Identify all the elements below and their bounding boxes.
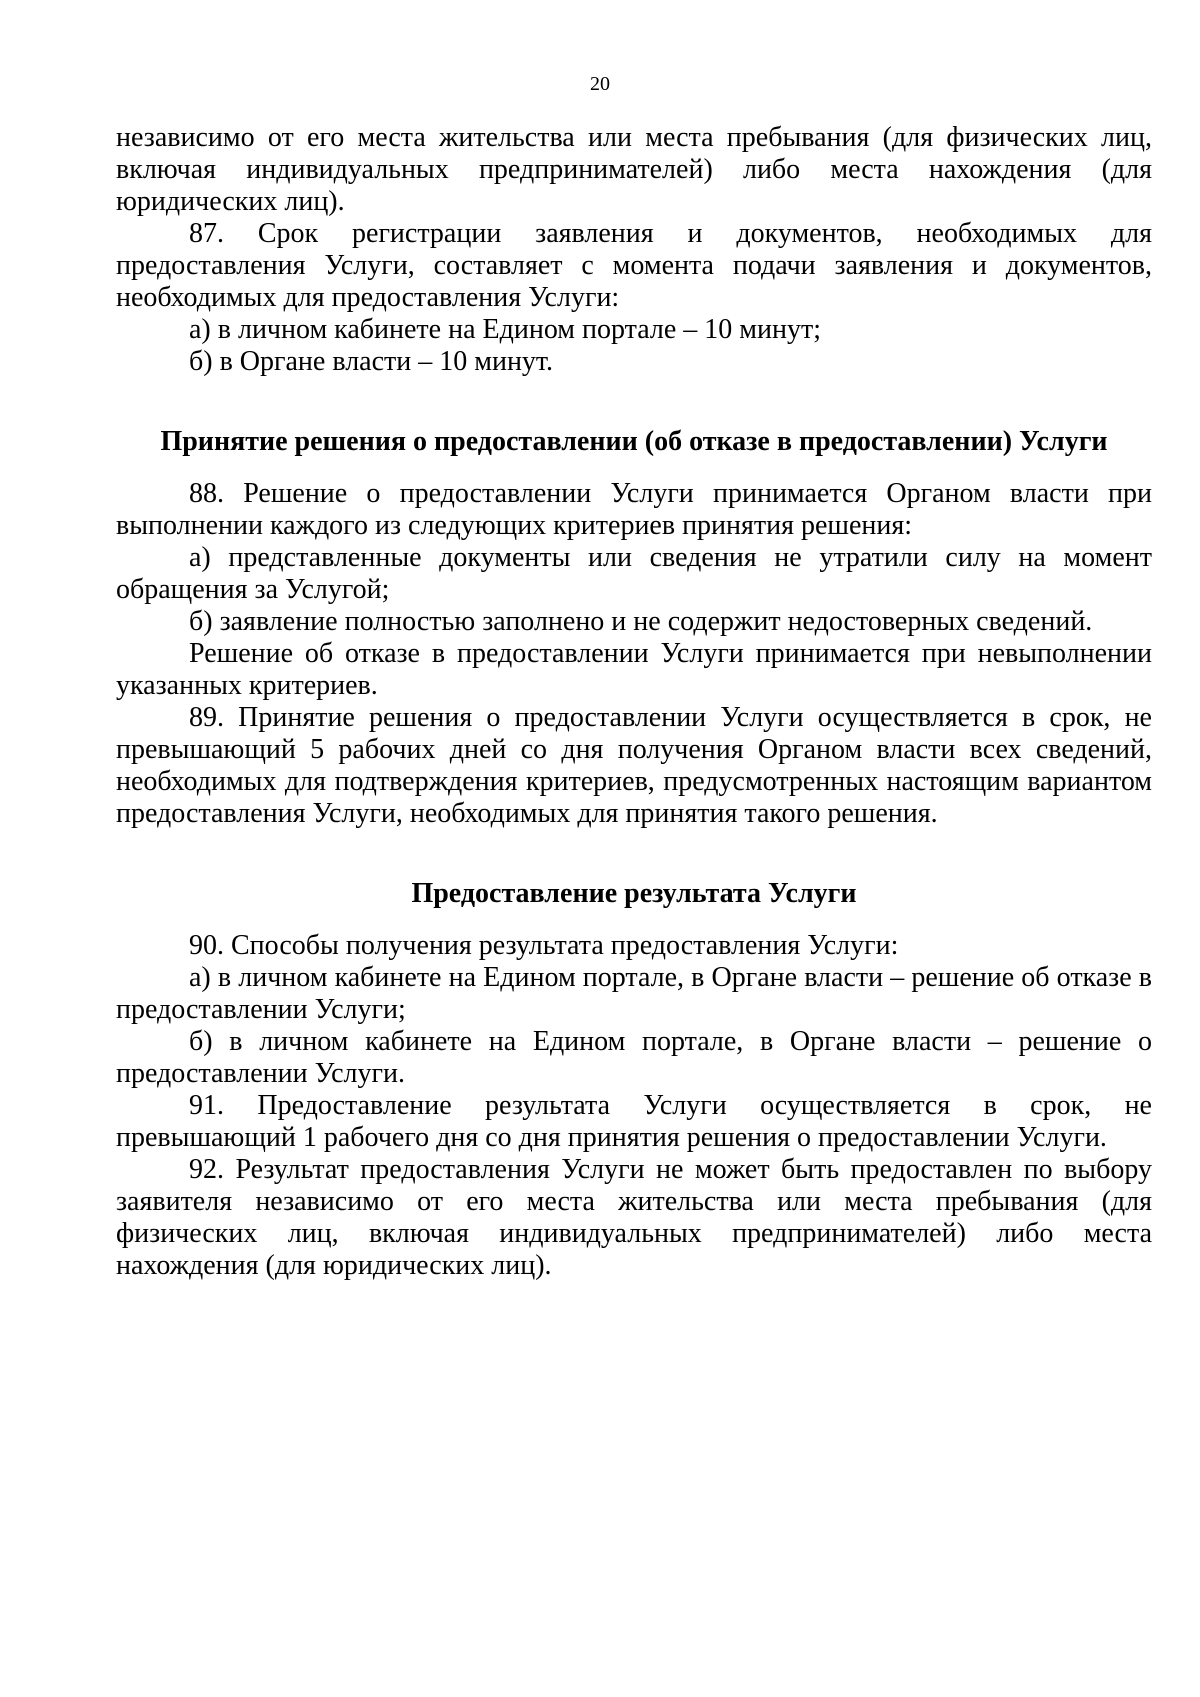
paragraph-92: 92. Результат предоставления Услуги не может быть предоставлен по выбору заявителя независимо от его места жительства или места пребывания (для физических лиц, включая индивидуальных предпринимателей) либо места нахождения (для юридических лиц). [116, 1154, 1152, 1281]
section-heading-decision: Принятие решения о предоставлении (об отказе в предоставлении) Услуги [160, 426, 1108, 457]
paragraph-89: 89. Принятие решения о предоставлении Услуги осуществляется в срок, не превышающий 5 рабочих дней со дня получения Органом власти всех сведений, необходимых для подтверждения критериев, предусмотренных настоящим вариантом предоставления Услуги, необходимых для принятия такого решения. [116, 702, 1152, 829]
paragraph-90: 90. Способы получения результата предоставления Услуги: [189, 930, 899, 961]
paragraph-91: 91. Предоставление результата Услуги осуществляется в срок, не превышающий 1 рабочего дня со дня принятия решения о предоставлении Услуги. [116, 1090, 1152, 1153]
page-number: 20 [590, 73, 610, 95]
paragraph-90-item-a: а) в личном кабинете на Едином портале, в Органе власти – решение об отказе в предоставлении Услуги; [116, 962, 1152, 1025]
paragraph-88-item-b: б) заявление полностью заполнено и не содержит недостоверных сведений. [189, 606, 1093, 637]
paragraph-87-item-b: б) в Органе власти – 10 минут. [189, 346, 554, 377]
document-body [116, 122, 1152, 1282]
paragraph-90-item-b: б) в личном кабинете на Едином портале, в Органе власти – решение о предоставлении Услуги. [116, 1026, 1152, 1089]
paragraph-refusal: Решение об отказе в предоставлении Услуги принимается при невыполнении указанных критериев. [116, 638, 1152, 701]
paragraph-88: 88. Решение о предоставлении Услуги принимается Органом власти при выполнении каждого из следующих критериев принятия решения: [116, 478, 1152, 541]
section-heading-result: Предоставление результата Услуги [411, 878, 857, 909]
paragraph-continuation: независимо от его места жительства или места пребывания (для физических лиц, включая индивидуальных предпринимателей) либо места нахождения (для юридических лиц). [116, 122, 1152, 217]
paragraph-88-item-a: а) представленные документы или сведения не утратили силу на момент обращения за Услугой; [116, 542, 1152, 605]
paragraph-87-item-a: а) в личном кабинете на Едином портале – 10 минут; [189, 314, 821, 345]
paragraph-87: 87. Срок регистрации заявления и документов, необходимых для предоставления Услуги, составляет с момента подачи заявления и документов, необходимых для предоставления Услуги: [116, 218, 1152, 313]
